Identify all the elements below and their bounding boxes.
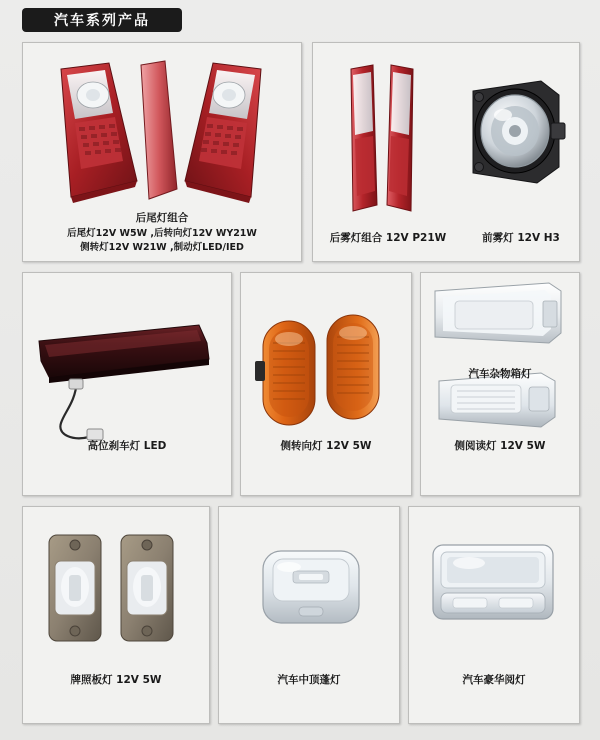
panel-caption-front-fog: 前雾灯 12V H3 [482,232,560,244]
product-panel-license-plate [22,506,210,724]
glovebox-reading-image [421,273,579,495]
dome-lamp-image [219,507,399,723]
panel-caption-dome-lamp: 汽车中顶蓬灯 [277,674,341,686]
panel-caption-line-1: 后尾灯组合 [135,212,189,224]
product-panel-fog-lamps [312,42,580,262]
product-panel-glovebox-reading [420,272,580,496]
fog-lamp-image [313,43,579,261]
product-panel-deluxe-reading [408,506,580,724]
product-panel-side-turn [240,272,412,496]
panel-caption-high-mount-brake: 高位刹车灯 LED [87,440,167,452]
deluxe-reading-image [409,507,579,723]
high-mount-brake-image [23,273,231,495]
panel-caption-deluxe-reading: 汽车豪华阅灯 [462,674,526,686]
page-title-banner [22,8,182,32]
license-plate-image [23,507,209,723]
panel-caption-side-turn: 侧转向灯 12V 5W [280,440,372,452]
side-turn-image [241,273,411,495]
panel-caption-glovebox: 汽车杂物箱灯 [468,368,532,380]
panel-caption-license-plate: 牌照板灯 12V 5W [70,674,162,686]
product-panel-high-mount-brake [22,272,232,496]
page-title: 汽车系列产品 [54,13,150,29]
panel-caption-rear-fog: 后雾灯组合 12V P21W [329,232,447,244]
panel-caption-line-3: 侧转灯12V W21W ,制动灯LED/IED [80,242,244,253]
product-panel-dome-lamp [218,506,400,724]
panel-caption-reading: 侧阅读灯 12V 5W [454,440,546,452]
product-panel-tail-lamp [22,42,302,262]
panel-caption-line-2: 后尾灯12V W5W ,后转向灯12V WY21W [67,228,257,239]
